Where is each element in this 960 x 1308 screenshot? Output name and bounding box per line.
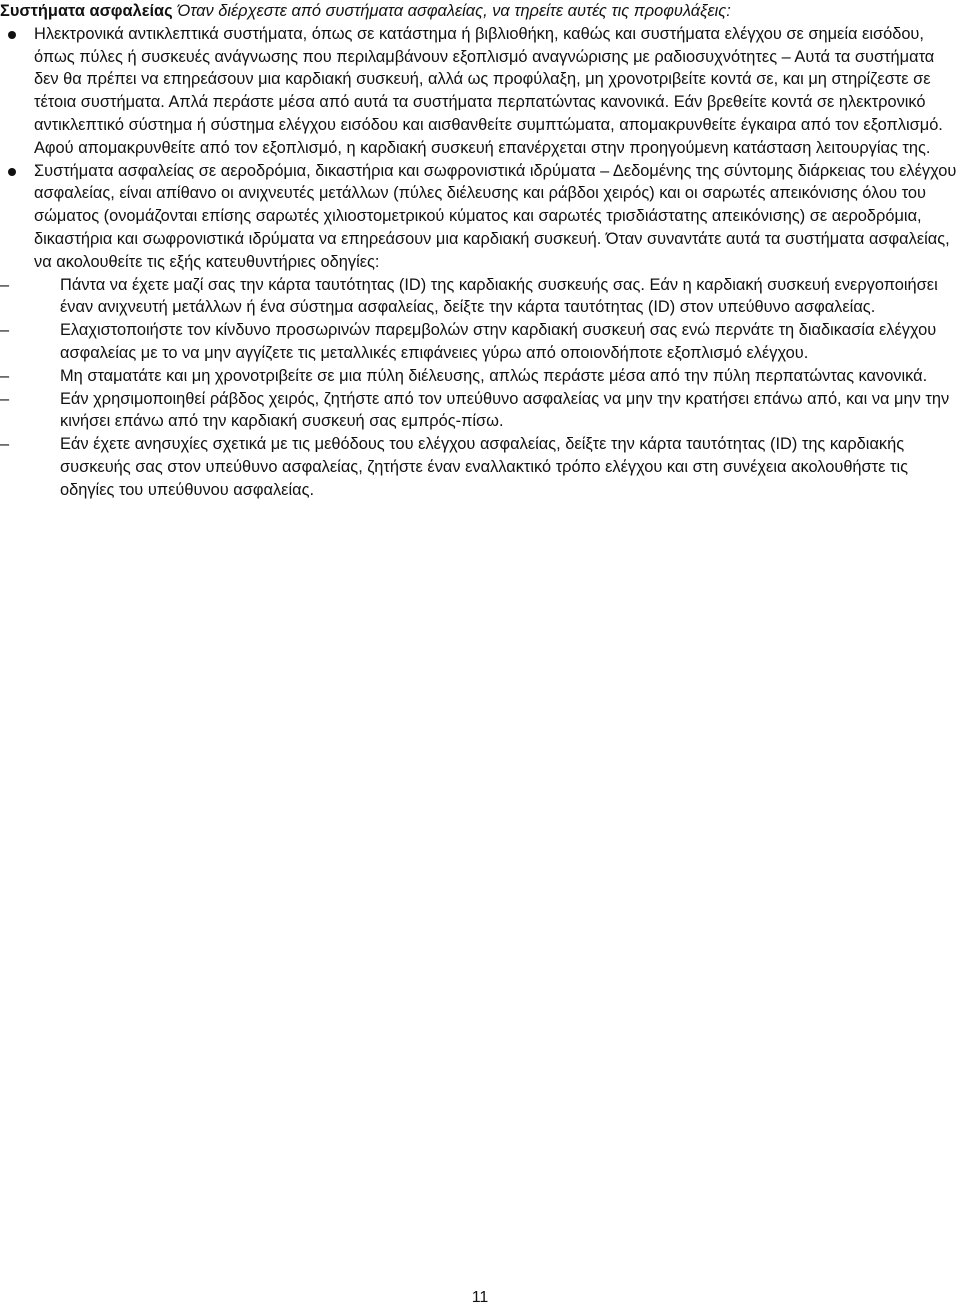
list-item	[0, 160, 960, 502]
section-lead: Όταν διέρχεστε από συστήματα ασφαλείας, να τηρείτε αυτές τις προφυλάξεις:	[177, 2, 731, 20]
page-number: 11	[471, 1289, 489, 1306]
sub-item-text: Εάν έχετε ανησυχίες σχετικά με τις μεθόδους του ελέγχου ασφαλείας, δείξτε την κάρτα ταυτότητας (ID) της καρδιακής συσκευής σας στον υπεύθυνο ασφαλείας, ζητήστε έναν εναλλακτικό τρόπο ελέγχου και στη συνέχεια ακολουθήστε τις οδηγίες του υπεύθυνου ασφαλείας.	[60, 435, 909, 499]
dash-icon: –	[0, 366, 10, 385]
bullet-text: Συστήματα ασφαλείας σε αεροδρόμια, δικαστήρια και σωφρονιστικά ιδρύματα – Δεδομένης της σύντομης διάρκειας του ελέγχου ασφαλείας, είναι απίθανο οι ανιχνευτές μετάλλων (πύλες διέλευσης και ράβδοι χειρός) και οι σαρωτές απεικόνισης όλου του σώματος (ονομάζονται επίσης σαρωτές χιλιοστομετρικού κύματος και σαρωτές τρισδιάστατης απεικόνισης) σε αεροδρόμια, δικαστήρια και σωφρονιστικά ιδρύματα να επηρεάσουν μια καρδιακή συσκευή. Όταν συναντάτε αυτά τα συστήματα ασφαλείας, να ακολουθείτε τις εξής κατευθυντήριες οδηγίες:	[34, 161, 957, 271]
list-item	[0, 23, 960, 160]
dash-icon: –	[0, 435, 10, 454]
sub-list	[0, 274, 960, 502]
sub-item-text: Ελαχιστοποιήστε τον κίνδυνο προσωρινών παρεμβολών στην καρδιακή συσκευή σας ενώ περνάτε τη διαδικασία ελέγχου ασφαλείας με το να μην αγγίζετε τις μεταλλικές επιφάνειες γύρω από οποιονδήποτε εξοπλισμό ελέγχου.	[60, 321, 937, 362]
bullet-dot-icon	[8, 31, 16, 39]
dash-icon: –	[0, 321, 10, 340]
page-content	[0, 0, 960, 502]
sub-list-item	[0, 365, 960, 388]
dash-icon: –	[0, 389, 10, 408]
sub-list-item	[0, 433, 960, 501]
sub-item-text: Εάν χρησιμοποιηθεί ράβδος χειρός, ζητήστε από τον υπεύθυνο ασφαλείας να μην την κρατήσει επάνω από, και να μην την κινήσει επάνω από την καρδιακή συσκευή σας εμπρός-πίσω.	[60, 389, 950, 431]
sub-item-text: Μη σταματάτε και μη χρονοτριβείτε σε μια πύλη διέλευσης, απλώς περάστε μέσα από την πύλη περπατώντας κανονικά.	[60, 366, 928, 385]
bullet-list	[0, 23, 960, 502]
sub-list-item	[0, 319, 960, 365]
bullet-dot-icon	[8, 168, 16, 176]
section-heading: Συστήματα ασφαλείας	[0, 2, 173, 20]
dash-icon: –	[0, 275, 10, 294]
section-intro	[0, 0, 960, 23]
bullet-text: Ηλεκτρονικά αντικλεπτικά συστήματα, όπως σε κατάστημα ή βιβλιοθήκη, καθώς και συστήματα ελέγχου σε σημεία εισόδου, όπως πύλες ή συσκευές ανάγνωσης που περιλαμβάνουν εξοπλισμό αναγνώρισης με ραδιοσυχνότητες – Αυτά τα συστήματα δεν θα πρέπει να επηρεάσουν μια καρδιακή συσκευή, αλλά ως προφύλαξη, μη χρονοτριβείτε κοντά σε, και μη στηρίζεστε σε τέτοια συστήματα. Απλά περάστε μέσα από αυτά τα συστήματα περπατώντας κανονικά. Εάν βρεθείτε κοντά σε ηλεκτρονικό αντικλεπτικό σύστημα ή σύστημα ελέγχου εισόδου και αισθανθείτε συμπτώματα, απομακρυνθείτε έγκαιρα από τον εξοπλισμό. Αφού απομακρυνθείτε από τον εξοπλισμό, η καρδιακή συσκευή επανέρχεται στην προηγούμενη κατάσταση λειτουργίας της.	[34, 24, 943, 157]
sub-list-item	[0, 274, 960, 320]
sub-item-text: Πάντα να έχετε μαζί σας την κάρτα ταυτότητας (ID) της καρδιακής συσκευής σας. Εάν η καρδιακή συσκευή ενεργοποιήσει έναν ανιχνευτή μετάλλων ή ένα σύστημα ασφαλείας, δείξτε την κάρτα ταυτότητας (ID) στον υπεύθυνο ασφαλείας.	[60, 275, 938, 317]
sub-list-item	[0, 388, 960, 434]
